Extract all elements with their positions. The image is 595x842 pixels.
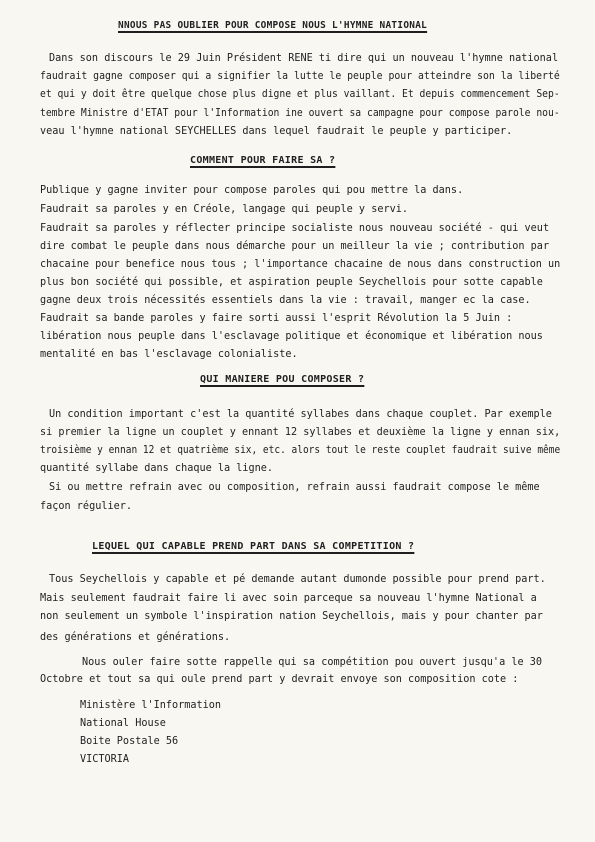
document-title: NNOUS PAS OUBLIER POUR COMPOSE NOUS L'HYMNE NATIONAL <box>118 20 428 31</box>
section2-line: Si ou mettre refrain avec ou composition, refrain aussi faudrait compose le même <box>49 482 540 493</box>
section3-line: Mais seulement faudrait faire li avec soin parceque sa nouveau l'hymne National a <box>40 593 537 604</box>
section1-line: dire combat le peuple dans nous démarche pour un meilleur la vie ; contribution par <box>40 241 550 252</box>
section-heading-lequel: LEQUEL QUI CAPABLE PREND PART DANS SA COMPETITION ? <box>92 541 415 552</box>
address-line: Boite Postale 56 <box>80 736 179 747</box>
section3-line: Tous Seychellois y capable et pé demande autant dumonde possible pour prend part. <box>49 574 546 585</box>
intro-line: Dans son discours le 29 Juin Président RENE ti dire qui un nouveau l'hymne national <box>49 53 559 64</box>
section-heading-qui-maniere: QUI MANIERE POU COMPOSER ? <box>200 374 365 385</box>
address-line: Ministère l'Information <box>80 700 222 711</box>
section2-line: si premier la ligne un couplet y ennant 12 syllabes et deuxième la ligne y ennan six, <box>40 427 561 438</box>
section1-line: Faudrait sa paroles y en Créole, langage qui peuple y servi. <box>40 204 409 215</box>
intro-line: veau l'hymne national SEYCHELLES dans lequel faudrait le peuple y participer. <box>40 126 513 137</box>
section1-line: Faudrait sa paroles y réflecter principe socialiste nous nouveau société - qui veut <box>40 223 550 234</box>
section1-line: Publique y gagne inviter pour compose paroles qui pou mettre la dans. <box>40 185 464 196</box>
address-line: VICTORIA <box>80 754 130 765</box>
section1-line: chacaine pour benefice nous tous ; l'importance chacaine de nous dans construction un <box>40 259 561 270</box>
section1-line: Faudrait sa bande paroles y faire sorti aussi l'esprit Révolution la 5 Juin : <box>40 313 513 324</box>
intro-line: et qui y doit être quelque chose plus digne et plus vaillant. Et depuis commencement Sep- <box>40 89 560 100</box>
section1-line: gagne deux trois nécessités essentiels dans la vie : travail, manger ec la case. <box>40 295 531 306</box>
section2-line: façon régulier. <box>40 501 133 512</box>
section2-line: Un condition important c'est la quantité syllabes dans chaque couplet. Par exemple <box>49 409 552 420</box>
section3-line: non seulement un symbole l'inspiration nation Seychellois, mais y pour chanter par <box>40 611 543 622</box>
section3-line: des générations et générations. <box>40 632 231 643</box>
address-line: National House <box>80 718 166 729</box>
section1-line: libération nous peuple dans l'esclavage politique et économique et libération nous <box>40 331 543 342</box>
section1-line: mentalité en bas l'esclavage colonialiste. <box>40 349 298 360</box>
section2-line: quantité syllabe dans chaque la ligne. <box>40 463 274 474</box>
section2-line: troisième y ennan 12 et quatrième six, etc. alors tout le reste couplet faudrait suive même <box>40 445 561 456</box>
intro-line: faudrait gagne composer qui a signifier la lutte le peuple pour atteindre son la liberté <box>40 71 560 82</box>
section3-line: Nous ouler faire sotte rappelle qui sa compétition pou ouvert jusqu'a le 30 <box>82 657 543 668</box>
intro-line: tembre Ministre d'ETAT pour l'Information ine ouvert sa campagne pour compose parole nou- <box>40 108 560 119</box>
section3-line: Octobre et tout sa qui oule prend part y devrait envoye son composition cote : <box>40 674 519 685</box>
section1-line: plus bon société qui possible, et aspiration peuple Seychellois pour sotte capable <box>40 277 543 288</box>
section-heading-comment: COMMENT POUR FAIRE SA ? <box>190 155 336 166</box>
